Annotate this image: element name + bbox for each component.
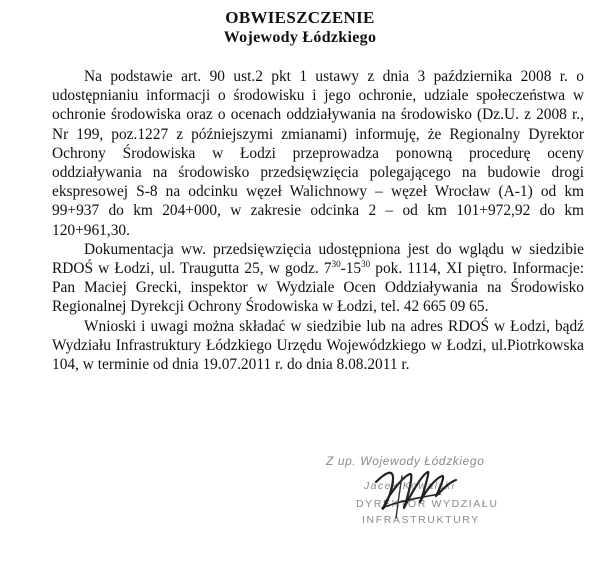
- official-stamp: [318, 452, 548, 562]
- stamp-line-name: Jacek Kowalski: [364, 480, 456, 492]
- paragraph-legal-basis: Na podstawie art. 90 ust.2 pkt 1 ustawy z dnia 3 października 2008 r. o udostępnianiu informacji o środowisku i jego ochronie, udziale społeczeństwa w ochronie środowiska oraz o ocenach oddziaływania na środowisko (Dz.U. z 2008 r., Nr 199, poz.1227 z późniejszymi zmianami) informuję, że Regionalny Dyrektor Ochrony Środowiska w Łodzi przeprowadza ponowną procedurę oceny oddziaływania na środowisko przedsięwzięcia polegającego na budowie drogi ekspresowej S-8 na odcinku węzeł Walichnowy – węzeł Wrocław (A-1) od km 99+937 do km 204+000, w zakresie odcinka 2 – od km 101+972,92 do km 120+961,30.: [52, 68, 584, 239]
- paragraph-documentation: [52, 240, 584, 317]
- document-title: OBWIESZCZENIE: [225, 8, 375, 27]
- stamp-line-authority: Z up. Wojewody Łódzkiego: [326, 454, 485, 468]
- document-subtitle: Wojewody Łódzkiego: [223, 29, 377, 46]
- documentation-text-part2: -15: [340, 260, 362, 278]
- documentation-text-part3: pok. 1114, XI piętro. Informacje: Pan Maciej Grecki, inspektor w Wydziale Ocen Oddziaływania na Środowisko Regionalnej Dyrekcji Ochrony Środowiska w Łodzi, tel. 42 665 09 65.: [52, 260, 584, 316]
- stamp-line-position: DYREKTOR WYDZIAŁU: [356, 498, 499, 510]
- document-body: [52, 67, 584, 374]
- hour-end-superscript: 30: [361, 258, 371, 269]
- documentation-text-part1: Dokumentacja ww. przedsięwzięcia udostępniona jest do wglądu w siedzibie RDOŚ w Łodzi, ul. Traugutta 25, w godz. 7: [52, 240, 584, 278]
- paragraph-submissions: Wnioski i uwagi można składać w siedzibie lub na adres RDOŚ w Łodzi, bądź Wydziału Infrastruktury Łódzkiego Urzędu Wojewódzkiego w Łodzi, ul.Piotrkowska 104, w terminie od dnia 19.07.2011 r. do dnia 8.08.2011 r.: [52, 317, 584, 374]
- stamp-line-department: INFRASTRUKTURY: [362, 514, 480, 526]
- hour-start-superscript: 30: [331, 258, 341, 269]
- handwritten-signature-icon: [318, 452, 548, 562]
